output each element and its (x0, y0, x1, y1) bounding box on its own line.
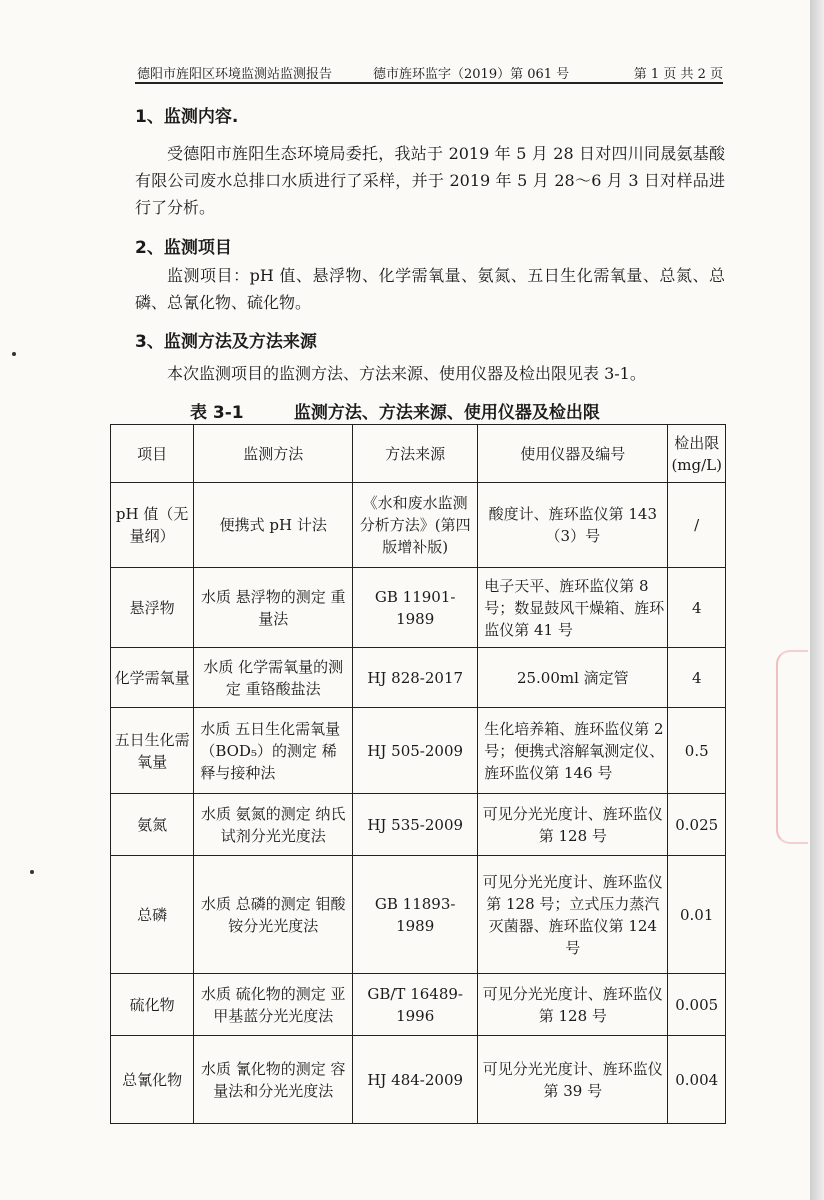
section-2-title: 2、监测项目 (135, 238, 232, 258)
cell-instrument: 25.00ml 滴定管 (478, 648, 668, 708)
table-number: 表 3-1 (190, 403, 244, 423)
cell-source: HJ 484-2009 (353, 1036, 478, 1124)
header-limit-unit: (mg/L) (671, 455, 722, 474)
header-limit (668, 425, 726, 483)
cell-item: 化学需氧量 (111, 648, 194, 708)
table-title: 监测方法、方法来源、使用仪器及检出限 (293, 403, 600, 423)
header-org: 德阳市旌阳区环境监测站监测报告 (137, 67, 333, 82)
cell-source: HJ 828-2017 (353, 648, 478, 708)
cell-item: 总氰化物 (111, 1036, 194, 1124)
cell-limit: 0.004 (668, 1036, 726, 1124)
cell-method: 水质 五日生化需氧量（BOD₅）的测定 稀释与接种法 (194, 708, 353, 794)
cell-method: 水质 氰化物的测定 容量法和分光光度法 (194, 1036, 353, 1124)
header-report-number: 德市旌环监字（2019）第 061 号 (373, 67, 570, 82)
table-row (111, 974, 726, 1036)
cell-source: 《水和废水监测分析方法》(第四版增补版) (353, 483, 478, 568)
cell-item: 五日生化需氧量 (111, 708, 194, 794)
cell-source: GB/T 16489-1996 (353, 974, 478, 1036)
cell-item: 总磷 (111, 856, 194, 974)
cell-instrument: 可见分光光度计、旌环监仪第 128 号 (478, 794, 668, 856)
table-row (111, 1036, 726, 1124)
cell-item: 悬浮物 (111, 568, 194, 648)
cell-item: 硫化物 (111, 974, 194, 1036)
cell-method: 水质 化学需氧量的测定 重铬酸盐法 (194, 648, 353, 708)
methods-table (110, 424, 726, 1124)
header-limit-label: 检出限 (674, 433, 720, 452)
cell-instrument: 电子天平、旌环监仪第 8 号；数显鼓风干燥箱、旌环监仪第 41 号 (478, 568, 668, 648)
table-row (111, 794, 726, 856)
cell-limit: / (668, 483, 726, 568)
scan-edge (810, 0, 824, 1200)
cell-instrument: 生化培养箱、旌环监仪第 2 号；便携式溶解氧测定仪、旌环监仪第 146 号 (478, 708, 668, 794)
table-row (111, 648, 726, 708)
cell-limit: 4 (668, 648, 726, 708)
cell-source: HJ 505-2009 (353, 708, 478, 794)
cell-source: HJ 535-2009 (353, 794, 478, 856)
section-1-title: 1、监测内容. (135, 107, 239, 127)
page-header (135, 60, 723, 84)
table-row (111, 708, 726, 794)
scan-speck (12, 352, 16, 356)
cell-instrument: 可见分光光度计、旌环监仪第 128 号 (478, 974, 668, 1036)
cell-limit: 0.025 (668, 794, 726, 856)
scan-speck (30, 870, 34, 874)
cell-source: GB 11893-1989 (353, 856, 478, 974)
header-instrument: 使用仪器及编号 (478, 425, 668, 483)
cell-limit: 0.5 (668, 708, 726, 794)
seal-stamp-fragment (776, 650, 808, 844)
header-method: 监测方法 (194, 425, 353, 483)
header-item: 项目 (111, 425, 194, 483)
cell-item: 氨氮 (111, 794, 194, 856)
table-row (111, 483, 726, 568)
header-page-number: 第 1 页 共 2 页 (633, 67, 723, 82)
cell-item: pH 值（无量纲） (111, 483, 194, 568)
table-row (111, 856, 726, 974)
cell-method: 水质 总磷的测定 钼酸铵分光光度法 (194, 856, 353, 974)
section-2-text: 监测项目：pH 值、悬浮物、化学需氧量、氨氮、五日生化需氧量、总氮、总磷、总氰化物、硫化物。 (135, 266, 725, 312)
cell-instrument: 可见分光光度计、旌环监仪第 128 号；立式压力蒸汽灭菌器、旌环监仪第 124 号 (478, 856, 668, 974)
section-3-text: 本次监测项目的监测方法、方法来源、使用仪器及检出限见表 3-1。 (167, 364, 646, 383)
header-source: 方法来源 (353, 425, 478, 483)
cell-instrument: 可见分光光度计、旌环监仪第 39 号 (478, 1036, 668, 1124)
cell-method: 水质 氨氮的测定 纳氏试剂分光光度法 (194, 794, 353, 856)
cell-method: 水质 硫化物的测定 亚甲基蓝分光光度法 (194, 974, 353, 1036)
cell-limit: 0.01 (668, 856, 726, 974)
cell-method: 水质 悬浮物的测定 重量法 (194, 568, 353, 648)
table-header-row (111, 425, 726, 483)
table-row (111, 568, 726, 648)
cell-instrument: 酸度计、旌环监仪第 143（3）号 (478, 483, 668, 568)
section-1-text: 受德阳市旌阳生态环境局委托，我站于 2019 年 5 月 28 日对四川同晟氨基酸有限公司废水总排口水质进行了采样，并于 2019 年 5 月 28～6 月 3 日对样品进行了分析。 (135, 144, 725, 217)
table-caption (190, 398, 600, 423)
cell-source: GB 11901-1989 (353, 568, 478, 648)
cell-limit: 0.005 (668, 974, 726, 1036)
cell-method: 便携式 pH 计法 (194, 483, 353, 568)
cell-limit: 4 (668, 568, 726, 648)
section-3-title: 3、监测方法及方法来源 (135, 332, 317, 352)
